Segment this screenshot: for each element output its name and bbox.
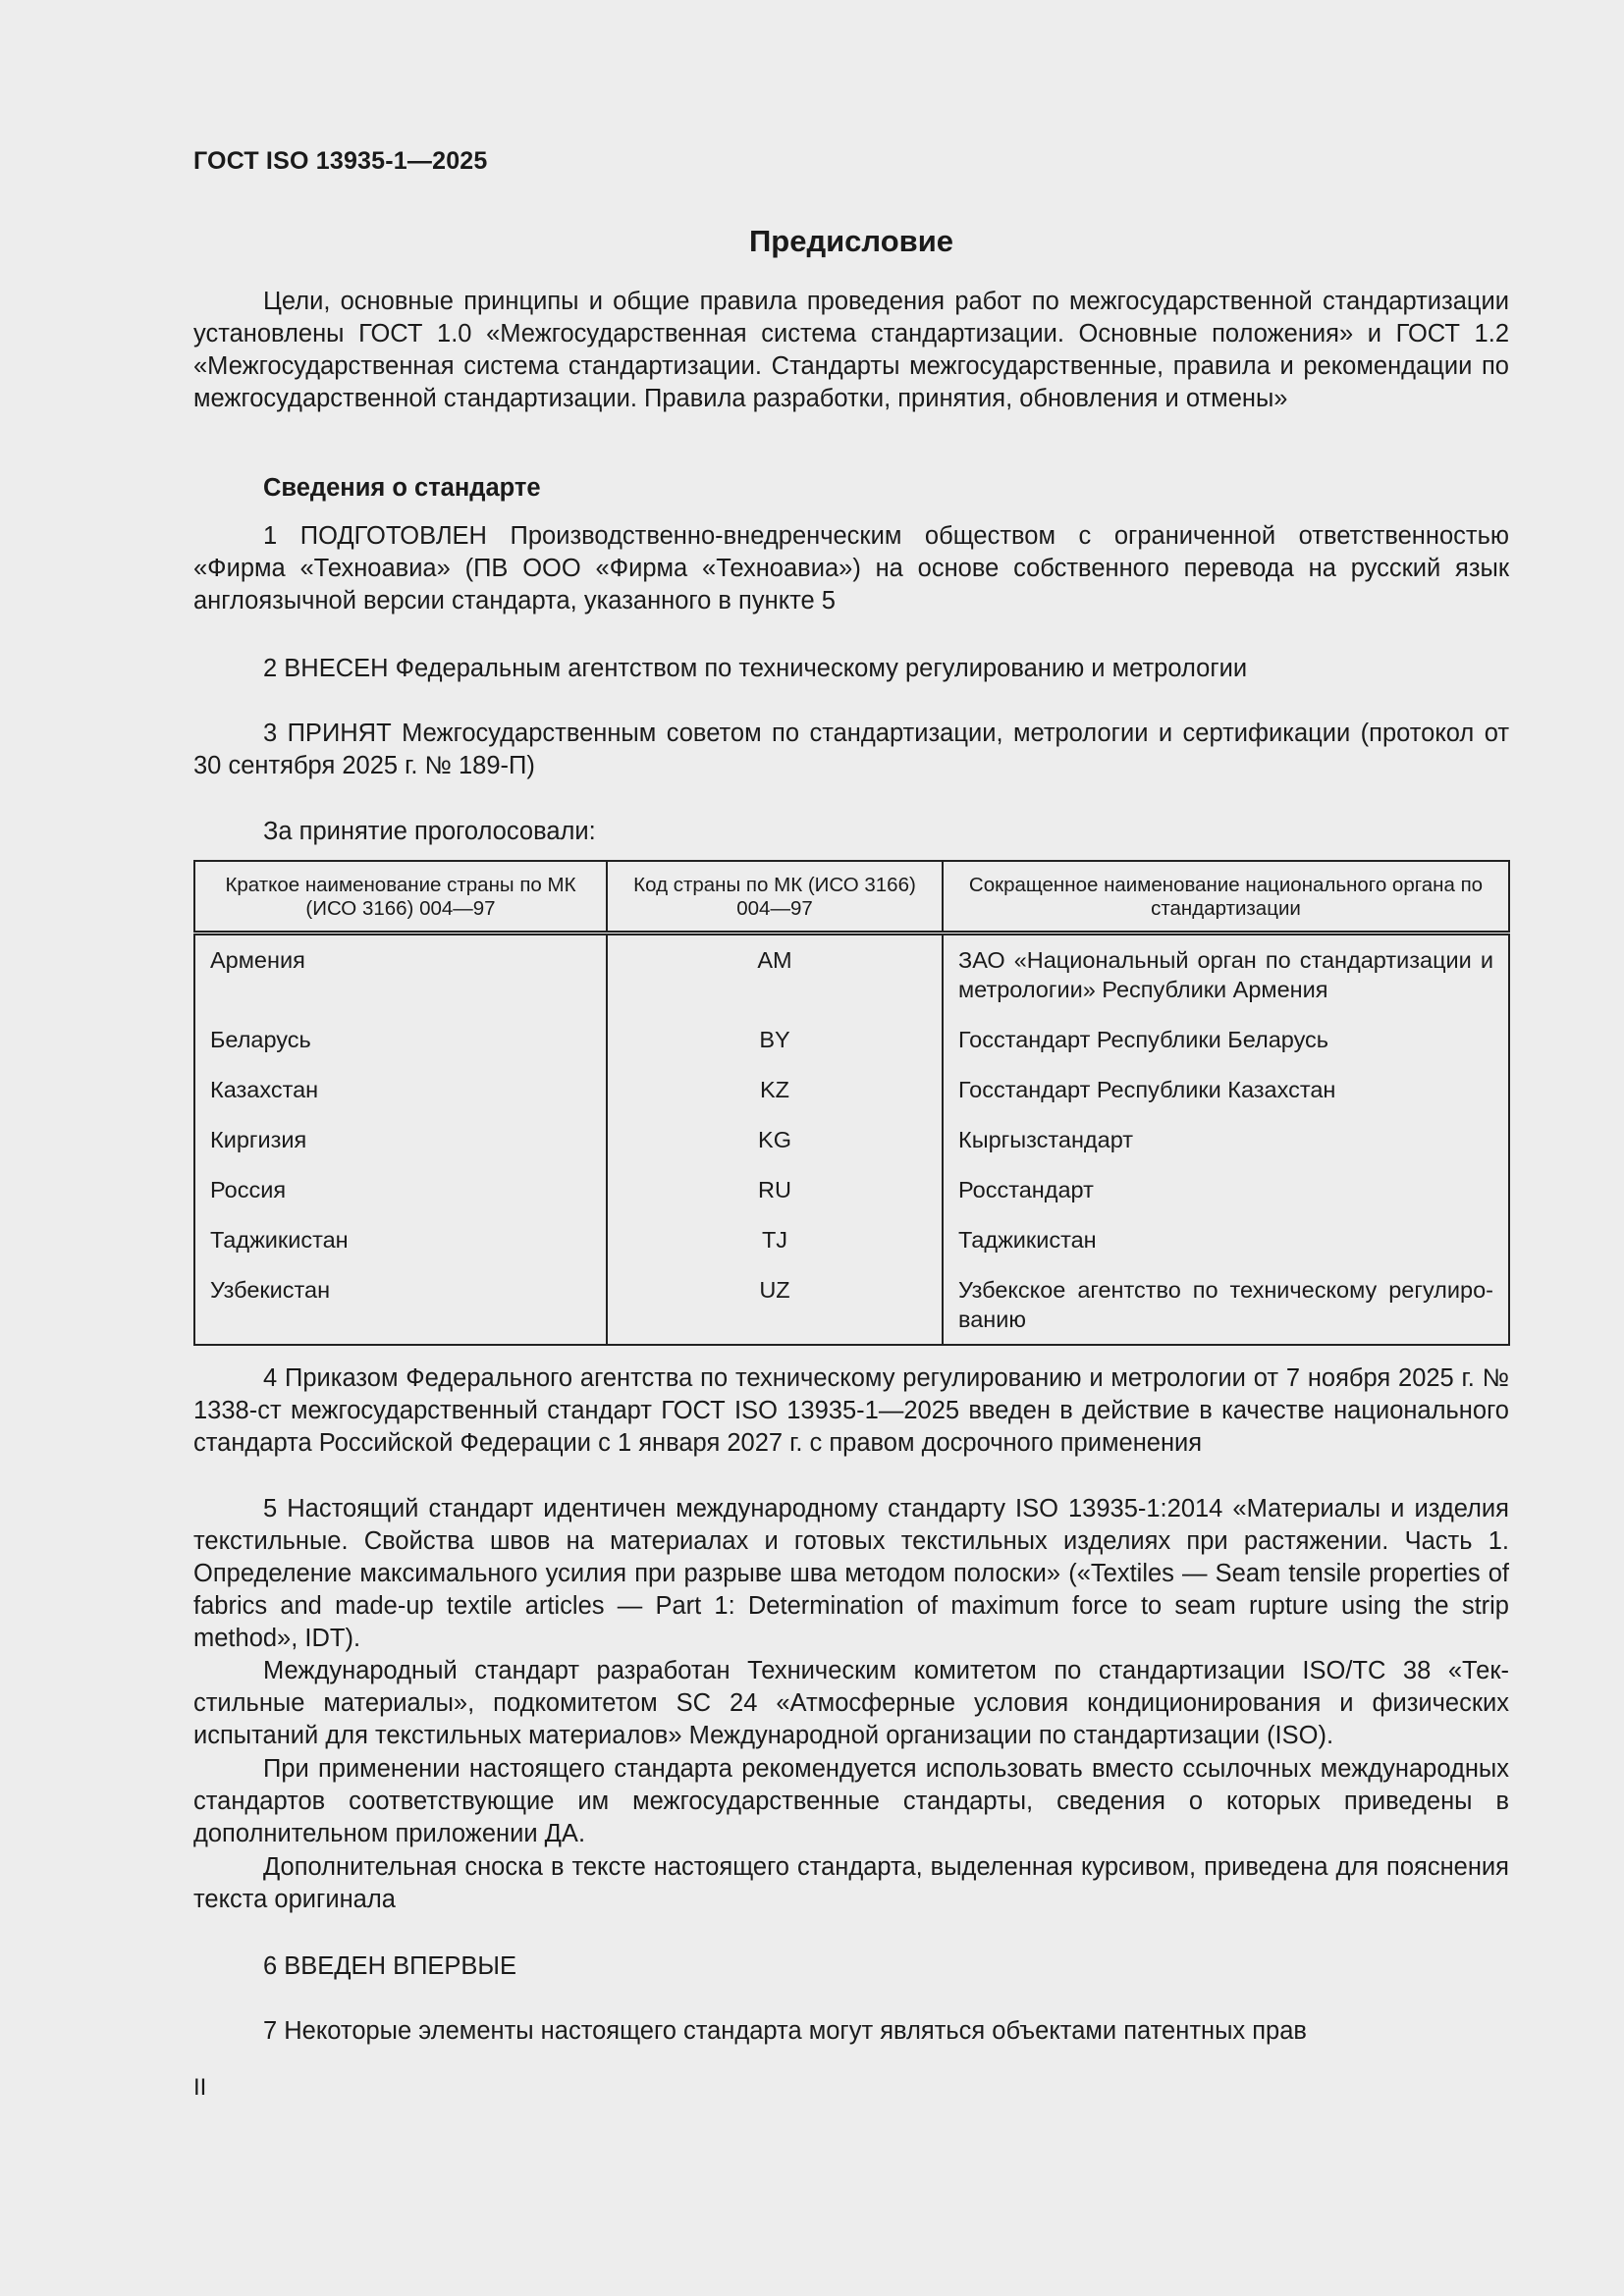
organization-cell: Таджикистан xyxy=(943,1219,1509,1269)
table-header-code: Код страны по МК (ИСО 3166) 004—97 xyxy=(607,861,943,934)
country-cell: Армения xyxy=(194,934,607,1020)
voted-label: За принятие проголосовали: xyxy=(263,818,596,845)
organization-cell: Кыргызстандарт xyxy=(943,1119,1509,1169)
code-cell: TJ xyxy=(607,1219,943,1269)
item-2-paragraph: 2 ВНЕСЕН Федеральным агентством по техническому регулированию и метрологии xyxy=(263,655,1248,682)
item-5-footnote-paragraph: Дополнительная сноска в тексте настоящего стандарта, выделенная курсивом, приведена для пояснения текста оригинала xyxy=(193,1853,1509,1913)
item-4-paragraph: 4 Приказом Федерального агентства по техническому регулированию и метрологии от 7 ноября 2025 г. № 1338-ст межгосударственный стандарт ГОСТ ISO 13935-1—2025 введен в действие в качестве национального стандарта Российской Федерации с 1 января 2027 г. с правом досрочного применения xyxy=(193,1364,1509,1457)
table-row xyxy=(194,1069,1509,1119)
code-cell: AM xyxy=(607,934,943,1020)
table-row xyxy=(194,1219,1509,1269)
item-1-paragraph: 1 ПОДГОТОВЛЕН Производственно-внедренческим обществом с ограниченной ответственностью «Фирма «Техноавиа» (ПВ ООО «Фирма «Техноавиа») на основе собственного перевода на русский язык англоязычной версии стандарта, указанного в пункте 5 xyxy=(193,522,1509,614)
item-5-committee-paragraph: Международный стандарт разработан Техническим комитетом по стандартизации ISO/TC 38 «Текстильные материалы», подкомитетом SC 24 «Атмосферные условия кондиционирования и физических испытаний для текстильных материалов» Международной организации по стандартизации (ISO). xyxy=(193,1657,1509,1749)
organization-cell: Росстандарт xyxy=(943,1169,1509,1219)
country-cell: Россия xyxy=(194,1169,607,1219)
document-header: ГОСТ ISO 13935-1—2025 xyxy=(193,147,488,175)
organization-cell: Госстандарт Республики Беларусь xyxy=(943,1019,1509,1069)
intro-paragraph: Цели, основные принципы и общие правила проведения работ по межгосударственной стандартизации установлены ГОСТ 1.0 «Межгосударственная система стандартизации. Основные положения» и ГОСТ 1.2 «Межгосударственная система стандартизации. Стандарты межгосударственные, правила и рекомендации по межгосударственной стандартизации. Правила разработки, принятия, обновления и отмены» xyxy=(193,288,1509,412)
item-7-paragraph: 7 Некоторые элементы настоящего стандарта могут являться объектами патентных прав xyxy=(263,2017,1307,2045)
table-header-row xyxy=(194,861,1509,934)
organization-cell: Госстандарт Республики Казахстан xyxy=(943,1069,1509,1119)
page-title: Предисловие xyxy=(748,224,953,258)
code-cell: RU xyxy=(607,1169,943,1219)
page-number: II xyxy=(193,2074,207,2101)
code-cell: KG xyxy=(607,1119,943,1169)
code-cell: KZ xyxy=(607,1069,943,1119)
item-5-paragraph: 5 Настоящий стандарт идентичен международному стандарту ISO 13935-1:2014 «Материалы и изделия текстильные. Свойства швов на материалах и готовых текстильных изделиях при растяжении. Часть 1. Определение максимального усилия при разрыве шва методом полоски» («Textiles — Seam tensile properties of fabrics and made-up textile articles — Part 1: Determination of maximum force to seam rupture using the strip method», IDT). xyxy=(193,1495,1509,1652)
code-cell: BY xyxy=(607,1019,943,1069)
country-cell: Киргизия xyxy=(194,1119,607,1169)
country-cell: Беларусь xyxy=(194,1019,607,1069)
table-row xyxy=(194,1119,1509,1169)
country-cell: Казахстан xyxy=(194,1069,607,1119)
item-6-paragraph: 6 ВВЕДЕН ВПЕРВЫЕ xyxy=(263,1952,517,1980)
voting-table xyxy=(193,860,1510,1346)
table-row xyxy=(194,1269,1509,1345)
table-header-country: Краткое наименование страны по МК (ИСО 3166) 004—97 xyxy=(194,861,607,934)
organization-cell: Узбекское агентство по техническому регулированию xyxy=(943,1269,1509,1345)
section-heading: Сведения о стандарте xyxy=(263,474,541,502)
table-header-organization: Сокращенное наименование национального органа по стандартизации xyxy=(943,861,1509,934)
item-3-paragraph: 3 ПРИНЯТ Межгосударственным советом по стандартизации, метрологии и сертификации (протокол от 30 сентября 2025 г. № 189-П) xyxy=(193,720,1509,779)
country-cell: Узбекистан xyxy=(194,1269,607,1345)
item-5-references-paragraph: При применении настоящего стандарта рекомендуется использовать вместо ссылочных международных стандартов соответствующие им межгосударственные стандарты, сведения о которых приведены в дополнительном приложении ДА. xyxy=(193,1755,1509,1847)
code-cell: UZ xyxy=(607,1269,943,1345)
country-cell: Таджикистан xyxy=(194,1219,607,1269)
table-row xyxy=(194,1169,1509,1219)
organization-cell: ЗАО «Национальный орган по стандартизации и метрологии» Республики Армения xyxy=(943,934,1509,1020)
table-row xyxy=(194,934,1509,1020)
table-row xyxy=(194,1019,1509,1069)
